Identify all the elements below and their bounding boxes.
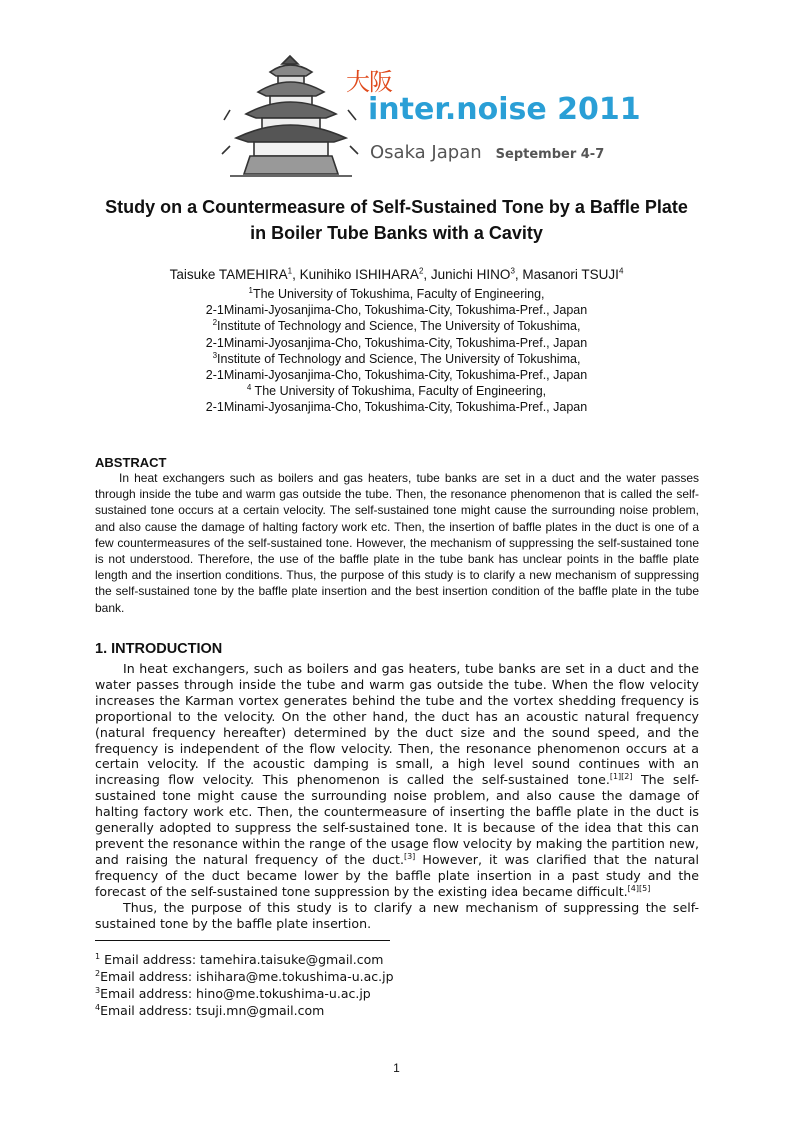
footnote: $^1$ Email address: tamehira.taisuke@gmail.com (95, 951, 384, 967)
logo-title: inter.noise 2011 (368, 92, 641, 127)
affiliation-sup: 2 (212, 318, 218, 328)
affiliation-list (60, 286, 733, 416)
affiliation-name: $^4$ The University of Tokushima, Faculty of Engineering, (246, 383, 547, 399)
title-line-2: in Boiler Tube Banks with a Cavity (250, 223, 543, 243)
introduction-paragraph-1: In heat exchangers, such as boilers and gas heaters, tube banks are set in a duct and the water passes through inside the tube and warm gas outside the tube. When the flow velocity increases the Karman vortex generates behind the tube and the vortex shedding frequency is proportional to the velocity. On the other hand, the duct has an acoustic natural frequency (natural frequency hereafter) determined by the duct size and the sound speed, and the frequency is independent of the flow velocity. Then, the resonance phenomenon occurs at a certain velocity. If the acoustic damping is small, a high level sound continues with an increasing flow velocity. This phenomenon is called the self-sustained tone.[1][2] The self-sustained tone might cause the surrounding noise problem, and also cause the damage of halting factory work etc. Then, the countermeasure of inserting the baffle plate in the duct is generally adopted to suppress the self-sustained tone. It is because of the idea that this can prevent the resonance within the range of the usage flow velocity by making the partition new, and raising the natural frequency of the duct.[3] However, it was clarified that the natural frequency of the duct became lower by the baffle plate insertion in a past study and the forecast of the self-sustained tone suppression by the existing idea became difficult.[4][5] (95, 661, 699, 899)
affiliation-address: 2-1Minami-Jyosanjima-Cho, Tokushima-City, Tokushima-Pref., Japan (205, 335, 588, 350)
affiliation-address: 2-1Minami-Jyosanjima-Cho, Tokushima-City, Tokushima-Pref., Japan (205, 303, 588, 318)
logo-kanji: 大阪 (346, 68, 392, 96)
author-name: Kunihiko ISHIHARA (299, 267, 419, 282)
affiliation-address: 2-1Minami-Jyosanjima-Cho, Tokushima-City, Tokushima-Pref., Japan (205, 400, 588, 415)
citation-ref: [3] (403, 851, 416, 861)
affiliation-sup: 1 (248, 285, 253, 295)
logo-city: Osaka Japan (370, 142, 482, 163)
author-name: Taisuke TAMEHIRA (169, 267, 288, 282)
author-sup: 3 (510, 266, 515, 276)
affiliation-name: $^2$Institute of Technology and Science, The University of Tokushima, (212, 318, 581, 334)
affiliation-address: 2-1Minami-Jyosanjima-Cho, Tokushima-City, Tokushima-Pref., Japan (205, 368, 588, 383)
footnote-divider (95, 940, 390, 941)
author-sup: 1 (287, 266, 293, 276)
author-name: Masanori TSUJI (522, 267, 619, 282)
section-heading-introduction: 1. INTRODUCTION (95, 641, 223, 657)
osaka-castle-icon (220, 50, 360, 180)
citation-ref: [1][2] (609, 772, 633, 782)
abstract-body (95, 470, 699, 616)
abstract-heading: ABSTRACT (95, 455, 167, 470)
author-list: Taisuke TAMEHIRA$^1$, Kunihiko ISHIHARA$^2$, Junichi HINO$^3$, Masanori TSUJI$^4$ (169, 266, 624, 282)
introduction-paragraph-2: Thus, the purpose of this study is to clarify a new mechanism of suppressing the self-sustained tone by the baffle plate insertion. (95, 899, 699, 931)
author-sup: 4 (618, 266, 624, 276)
author-sup: 2 (418, 266, 424, 276)
introduction-body (95, 661, 699, 931)
title-line-1: Study on a Countermeasure of Self-Sustained Tone by a Baffle Plate (105, 197, 688, 217)
affiliation-sup: 4 (246, 383, 252, 393)
abstract-text: In heat exchangers such as boilers and gas heaters, tube banks are set in a duct and the water passes through inside the tube and warm gas outside the tube. Then, the resonance phenomenon that is called the self-sustained tone occurs at a certain velocity. The self-sustained tone might cause the surrounding noise problem, and also cause the damage of halting factory work etc. Then, the insertion of baffle plates in the duct is one of a few countermeasures of the self-sustained tone. However, the mechanism of suppressing the self-sustained tone is not understood. Therefore, the use of the baffle plate in the tube bank has unclear points in the baffle plate length and the insertion conditions. Thus, the purpose of this study is to clarify a new mechanism of suppressing the self-sustained tone by the baffle plate insertion and the best insertion condition of the baffle plate in the tube bank. (95, 471, 699, 615)
paper-title (60, 194, 733, 246)
affiliation-name: $^1$The University of Tokushima, Faculty of Engineering, (248, 285, 545, 301)
footnote: $^2$Email address: ishihara@me.tokushima-u.ac.jp (95, 968, 394, 984)
footnote-list (95, 951, 394, 1019)
footnote: $^4$Email address: tsuji.mn@gmail.com (95, 1002, 325, 1018)
conference-logo (220, 50, 641, 180)
author-name: Junichi HINO (430, 267, 511, 282)
footnote: $^3$Email address: hino@me.tokushima-u.ac.jp (95, 985, 371, 1001)
page-number: 1 (393, 1061, 400, 1075)
affiliation-name: $^3$Institute of Technology and Science, The University of Tokushima, (212, 350, 581, 366)
affiliation-sup: 3 (212, 350, 218, 360)
logo-date: September 4-7 (495, 147, 605, 162)
citation-ref: [4][5] (627, 883, 651, 893)
logo-place (370, 142, 604, 163)
